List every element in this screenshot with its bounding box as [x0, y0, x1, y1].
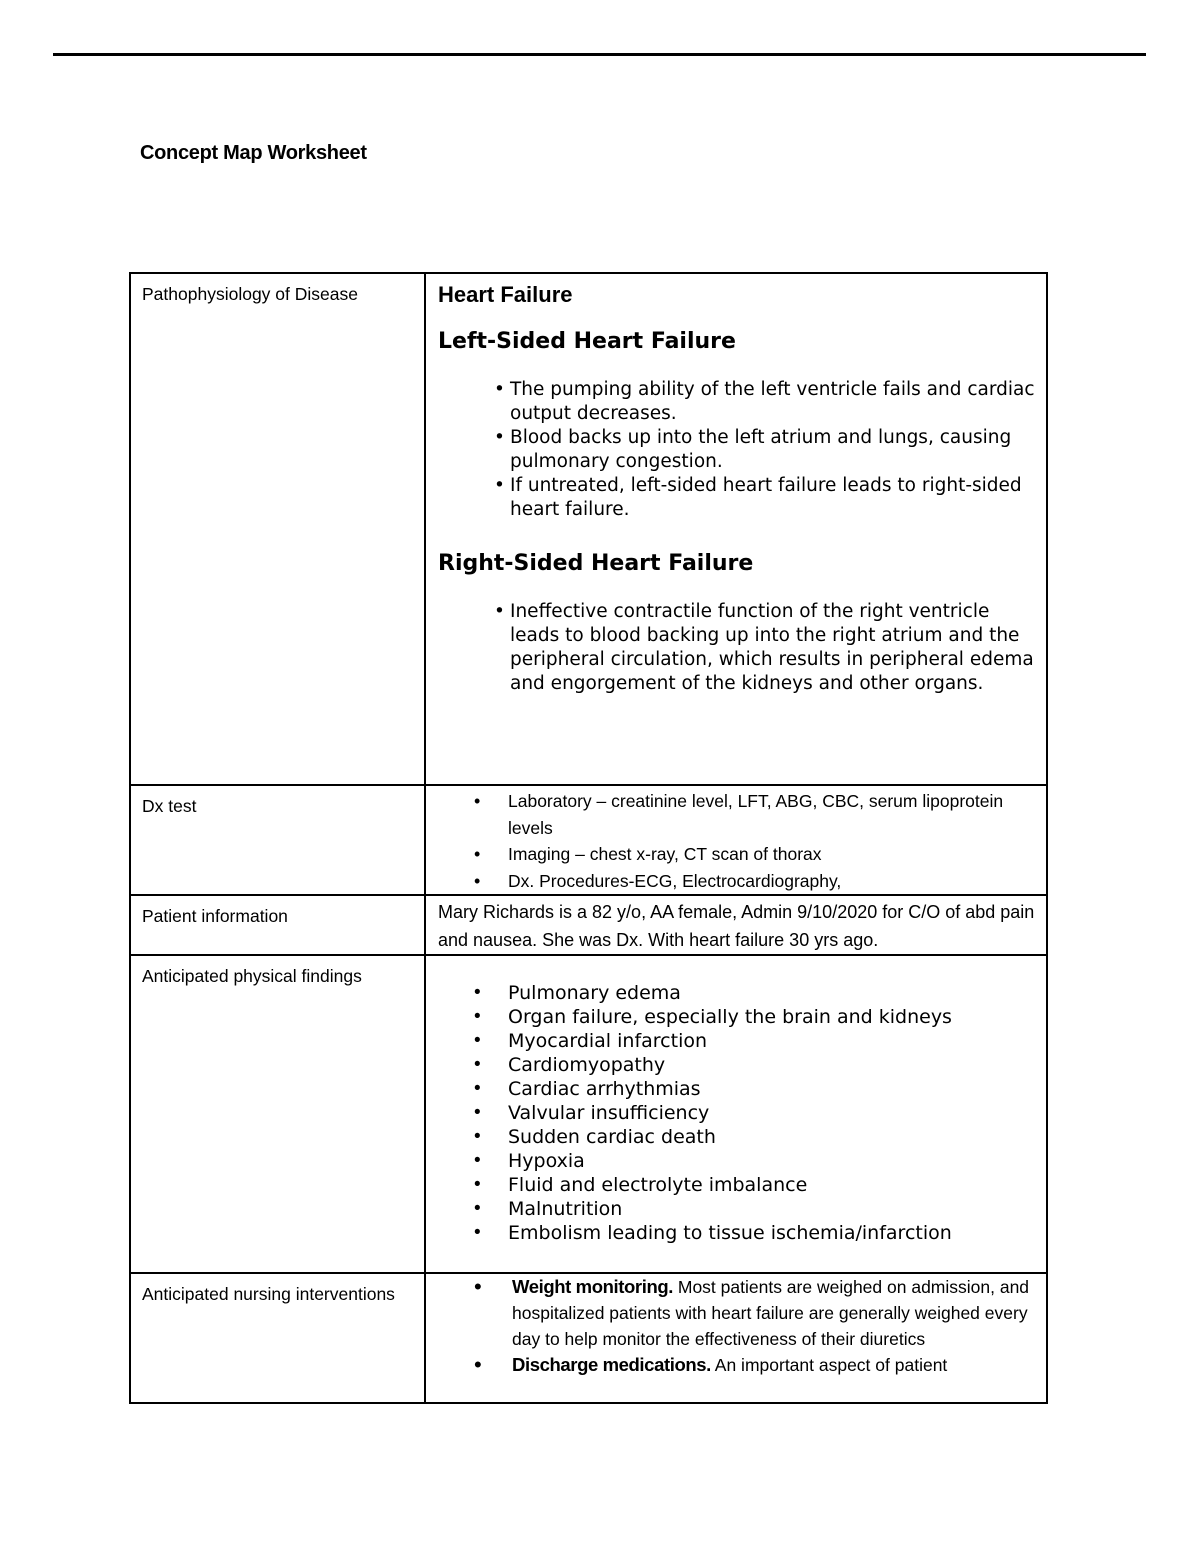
- physical-findings-list: [438, 981, 1036, 1245]
- row-label-pathophysiology: Pathophysiology of Disease: [130, 273, 425, 785]
- row-label-dx-test: Dx test: [130, 785, 425, 895]
- intervention-text: Most patients are weighed on admission, and hospitalized patients with heart failure are generally weighed every day to help monitor the effectiveness of their diuretics: [512, 1277, 1030, 1349]
- list-item: • Valvular insufficiency: [474, 1102, 710, 1124]
- intervention-text: An important aspect of patient: [710, 1355, 948, 1375]
- row-label-nursing-interventions: Anticipated nursing interventions: [130, 1273, 425, 1403]
- list-item: • Cardiomyopathy: [474, 1054, 666, 1076]
- list-item: • Hypoxia: [474, 1150, 585, 1172]
- list-item: • If untreated, left-sided heart failure leads to right-sided heart failure.: [494, 475, 1022, 520]
- dx-test-list: [438, 788, 1036, 894]
- document-title: Concept Map Worksheet: [140, 142, 367, 164]
- pathophysiology-content: [425, 273, 1047, 785]
- list-item: • Myocardial infarction: [474, 1030, 708, 1052]
- dx-test-content: [425, 785, 1047, 895]
- row-pathophysiology: [130, 273, 1047, 785]
- patient-information-content: [425, 895, 1047, 955]
- row-label-physical-findings: Anticipated physical findings: [130, 955, 425, 1273]
- row-physical-findings: [130, 955, 1047, 1273]
- top-rule: [53, 53, 1146, 56]
- concept-map-table: [129, 272, 1048, 1404]
- list-item: • Ineffective contractile function of the right ventricle leads to blood backing up into the right atrium and the peripheral circulation, which results in peripheral edema and engorgement of the kidneys and other organs.: [494, 601, 1034, 694]
- list-item: • The pumping ability of the left ventricle fails and cardiac output decreases.: [494, 379, 1035, 424]
- list-item: • Blood backs up into the left atrium and lungs, causing pulmonary congestion.: [494, 427, 1012, 472]
- right-sided-list: [438, 600, 1036, 696]
- right-sided-heading: Right-Sided Heart Failure: [438, 551, 754, 576]
- left-sided-list: [438, 378, 1036, 522]
- list-item: • Sudden cardiac death: [474, 1126, 716, 1148]
- left-sided-heading: Left-Sided Heart Failure: [438, 329, 736, 354]
- list-item: • Fluid and electrolyte imbalance: [474, 1174, 808, 1196]
- row-patient-information: [130, 895, 1047, 955]
- intervention-title: Weight monitoring.: [512, 1276, 673, 1297]
- list-item: • Laboratory – creatinine level, LFT, ABG, CBC, serum lipoprotein levels: [474, 791, 1004, 838]
- disease-heading: Heart Failure: [438, 282, 573, 307]
- list-item: • Embolism leading to tissue ischemia/infarction: [474, 1222, 952, 1244]
- list-item: • Discharge medications. An important aspect of patient: [474, 1352, 948, 1377]
- list-item: • Pulmonary edema: [474, 982, 681, 1004]
- list-item: • Dx. Procedures-ECG, Electrocardiography,: [474, 870, 842, 891]
- list-item: • Cardiac arrhythmias: [474, 1078, 701, 1100]
- list-item: • Malnutrition: [474, 1198, 623, 1220]
- nursing-interventions-content: [425, 1273, 1047, 1403]
- list-item: • Weight monitoring. Most patients are weighed on admission, and hospitalized patients with heart failure are generally weighed every day to help monitor the effectiveness of their diuretics: [474, 1274, 1030, 1349]
- list-item: • Organ failure, especially the brain and kidneys: [474, 1006, 952, 1028]
- row-nursing-interventions: [130, 1273, 1047, 1403]
- row-label-patient-information: Patient information: [130, 895, 425, 955]
- intervention-title: Discharge medications.: [512, 1354, 711, 1375]
- nursing-interventions-list: [438, 1274, 1036, 1378]
- patient-information-text: Mary Richards is a 82 y/o, AA female, Admin 9/10/2020 for C/O of abd pain and nausea. She was Dx. With heart failure 30 yrs ago.: [438, 902, 1035, 950]
- physical-findings-content: [425, 955, 1047, 1273]
- list-item: • Imaging – chest x-ray, CT scan of thorax: [474, 844, 822, 864]
- row-dx-test: [130, 785, 1047, 895]
